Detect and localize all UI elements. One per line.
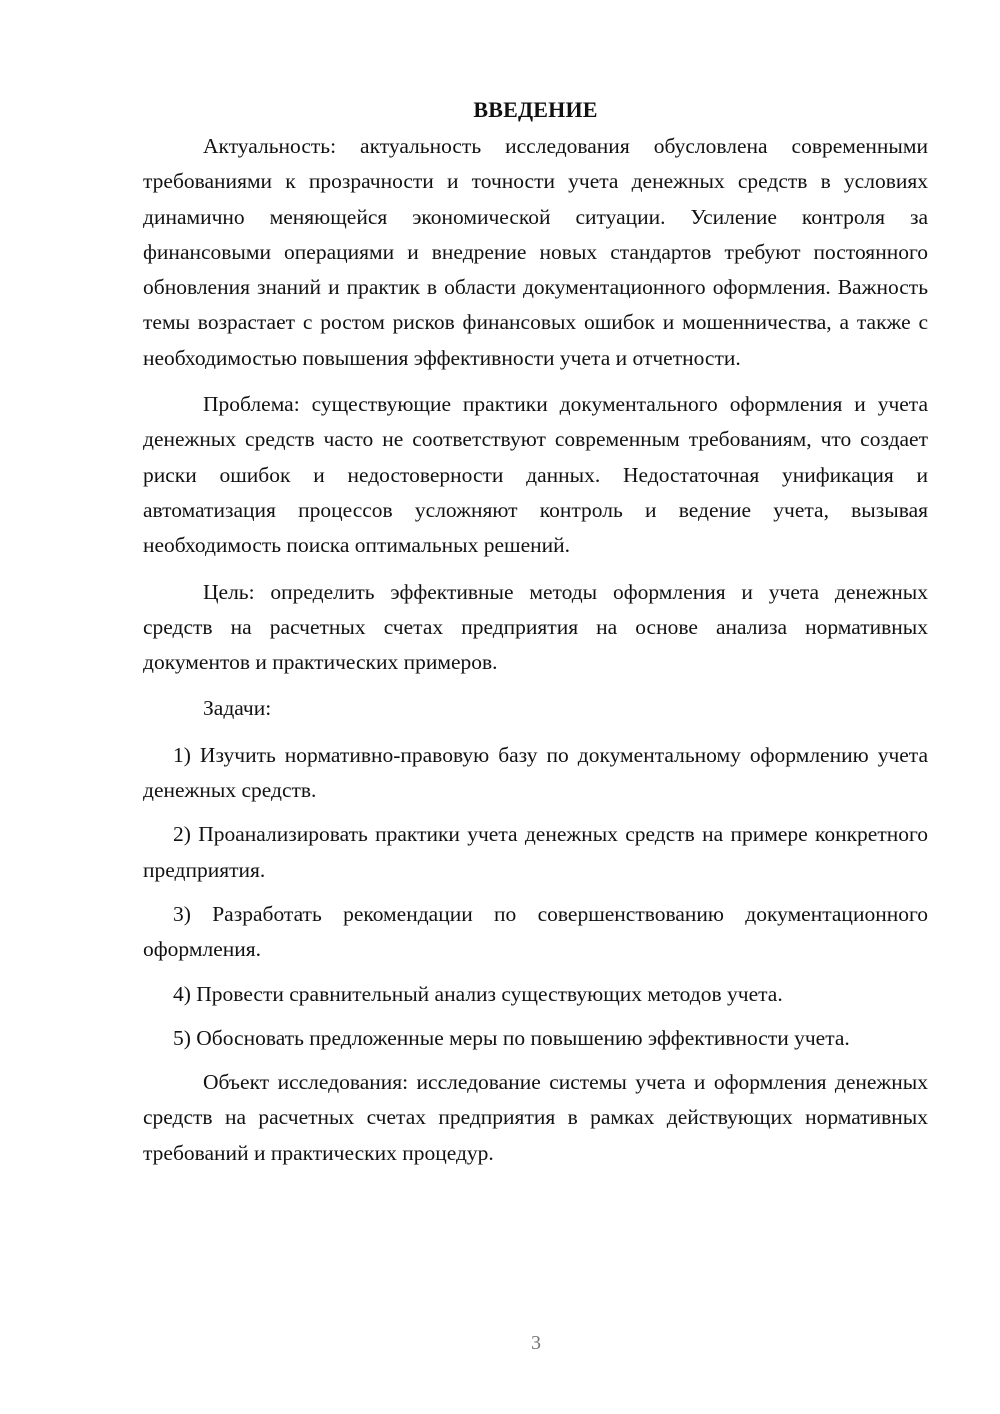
document-page [143, 92, 928, 1182]
paragraph-goal: Цель: определить эффективные методы оформления и учета денежных средств на расчетных счетах предприятия на основе анализа нормативных документов и практических примеров. [143, 579, 928, 675]
page-number: 3 [531, 1332, 541, 1354]
task-item-1: 1) Изучить нормативно-правовую базу по документальному оформлению учета денежных средств. [143, 742, 928, 803]
task-item-4: 4) Провести сравнительный анализ существующих методов учета. [173, 981, 783, 1006]
task-item-5: 5) Обосновать предложенные меры по повышению эффективности учета. [173, 1025, 850, 1050]
paragraph-problem: Проблема: существующие практики документального оформления и учета денежных средств часто не соответствуют современным требованиям, что создает риски ошибок и недостоверности данных. Недостаточная унификация и автоматизация процессов усложняют контроль и ведение учета, вызывая необходимость поиска оптимальных решений. [143, 392, 928, 558]
paragraph-object: Объект исследования: исследование системы учета и оформления денежных средств на расчетных счетах предприятия в рамках действующих нормативных требований и практических процедур. [143, 1070, 928, 1165]
section-title: ВВЕДЕНИЕ [473, 97, 598, 122]
paragraph-relevance: Актуальность: актуальность исследования обусловлена современными требованиями к прозрачности и точности учета денежных средств в условиях динамично меняющейся экономической ситуации. Усиление контроля за финансовыми операциями и внедрение новых стандартов требуют постоянного обновления знаний и практик в области документационного оформления. Важность темы возрастает с ростом рисков финансовых ошибок и мошенничества, а также с необходимостью повышения эффективности учета и отчетности. [143, 134, 928, 370]
task-item-2: 2) Проанализировать практики учета денежных средств на примере конкретного предприятия. [143, 822, 928, 882]
paragraph-tasks-heading: Задачи: [203, 696, 272, 721]
task-item-3: 3) Разработать рекомендации по совершенствованию документационного оформления. [143, 901, 928, 962]
